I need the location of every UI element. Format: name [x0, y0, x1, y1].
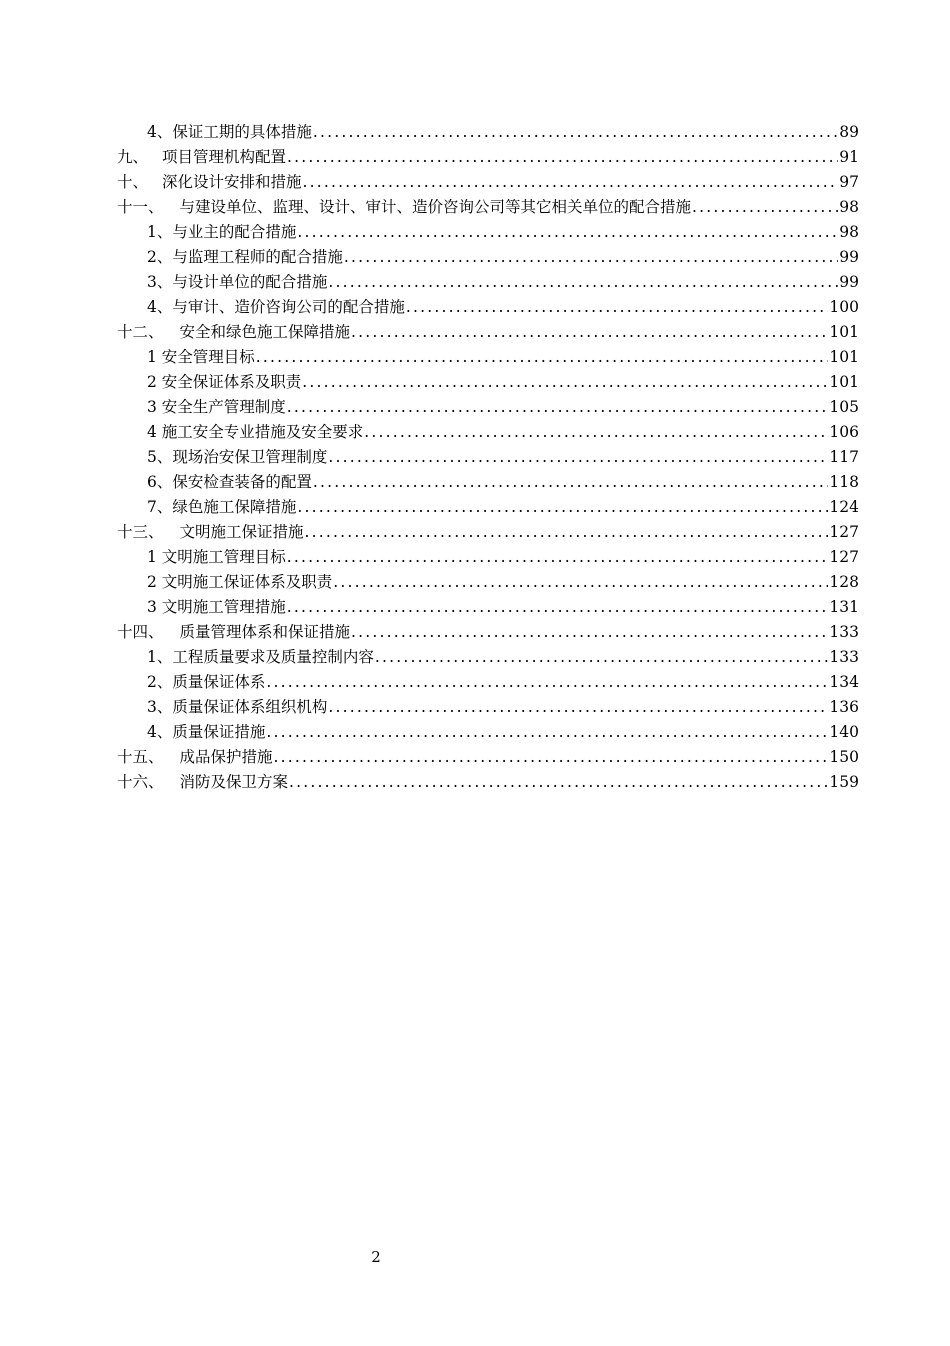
toc-leader-dots [287, 595, 829, 620]
toc-leader-dots [297, 495, 828, 520]
toc-entry[interactable] [117, 145, 859, 170]
table-of-contents [117, 120, 859, 795]
toc-entry[interactable] [117, 570, 859, 595]
toc-entry-label [147, 445, 327, 470]
toc-entry[interactable] [117, 170, 859, 195]
toc-leader-dots [274, 745, 829, 770]
toc-entry[interactable] [117, 720, 859, 745]
toc-entry[interactable] [117, 620, 859, 645]
toc-entry-page: 101 [829, 373, 859, 391]
toc-leader-dots [287, 395, 829, 420]
toc-entry-page: 159 [829, 773, 859, 791]
toc-entry-label [147, 470, 312, 495]
toc-entry-page: 117 [829, 448, 859, 466]
toc-entry-label [147, 670, 265, 695]
toc-entry-page: 100 [829, 298, 859, 316]
toc-entry-title: 5、现场治安保卫管理制度 [147, 448, 328, 466]
toc-entry-title: 1、与业主的配合措施 [147, 223, 297, 241]
toc-leader-dots [313, 120, 838, 145]
toc-entry-label [147, 720, 265, 745]
toc-entry-title: 1、工程质量要求及质量控制内容 [147, 648, 374, 666]
toc-entry-number: 十六、 [117, 773, 164, 791]
toc-leader-dots [287, 545, 829, 570]
toc-entry[interactable] [117, 295, 859, 320]
toc-entry[interactable] [117, 595, 859, 620]
toc-entry-page: 98 [839, 198, 859, 216]
toc-entry-title: 4 施工安全专业措施及安全要求 [147, 423, 364, 441]
toc-leader-dots [364, 420, 828, 445]
toc-entry-page: 101 [829, 323, 859, 341]
toc-entry-title: 6、保安检查装备的配置 [147, 473, 312, 491]
toc-entry-label [147, 570, 332, 595]
toc-entry-title: 消防及保卫方案 [179, 773, 289, 791]
toc-entry-title: 项目管理机构配置 [162, 148, 287, 166]
toc-leader-dots [297, 220, 838, 245]
toc-entry-label [117, 620, 350, 645]
toc-entry-page: 133 [829, 648, 859, 666]
toc-leader-dots [328, 270, 838, 295]
toc-entry[interactable] [117, 770, 859, 795]
toc-entry-page: 136 [829, 698, 859, 716]
toc-entry-page: 131 [829, 598, 859, 616]
toc-entry[interactable] [117, 470, 859, 495]
toc-entry-title: 文明施工保证措施 [179, 523, 304, 541]
toc-entry-page: 128 [829, 573, 859, 591]
toc-entry[interactable] [117, 695, 859, 720]
toc-entry-number: 十、 [117, 173, 149, 191]
toc-entry-page: 106 [829, 423, 859, 441]
toc-entry[interactable] [117, 495, 859, 520]
toc-entry-title: 3、与设计单位的配合措施 [147, 273, 328, 291]
toc-entry-title: 2、与监理工程师的配合措施 [147, 248, 343, 266]
toc-entry-title: 2 文明施工保证体系及职责 [147, 573, 333, 591]
toc-entry-label [117, 770, 288, 795]
toc-entry-number: 九、 [117, 148, 149, 166]
toc-entry-page: 105 [829, 398, 859, 416]
toc-leader-dots [328, 695, 828, 720]
toc-leader-dots [406, 295, 829, 320]
toc-entry-number: 十二、 [117, 323, 164, 341]
toc-entry-label [147, 420, 363, 445]
toc-entry[interactable] [117, 245, 859, 270]
toc-leader-dots [289, 770, 828, 795]
toc-leader-dots [351, 320, 828, 345]
toc-entry-title: 成品保护措施 [179, 748, 273, 766]
toc-leader-dots [692, 195, 838, 220]
toc-entry[interactable] [117, 670, 859, 695]
toc-leader-dots [266, 670, 828, 695]
toc-entry-label [147, 545, 286, 570]
toc-entry[interactable] [117, 520, 859, 545]
toc-leader-dots [333, 570, 828, 595]
toc-leader-dots [256, 345, 829, 370]
toc-entry-title: 3 文明施工管理措施 [147, 598, 286, 616]
toc-entry-label [117, 520, 304, 545]
toc-leader-dots [351, 620, 828, 645]
toc-entry-page: 118 [829, 473, 859, 491]
toc-entry-label [117, 320, 350, 345]
toc-entry-page: 150 [829, 748, 859, 766]
toc-leader-dots [344, 245, 838, 270]
toc-entry-number: 十五、 [117, 748, 164, 766]
toc-entry-label [147, 695, 327, 720]
toc-entry[interactable] [117, 545, 859, 570]
toc-entry-label [147, 345, 255, 370]
toc-entry-title: 3、质量保证体系组织机构 [147, 698, 328, 716]
toc-entry-label [147, 395, 286, 420]
toc-entry-number: 十三、 [117, 523, 164, 541]
toc-entry[interactable] [117, 220, 859, 245]
toc-leader-dots [313, 470, 829, 495]
toc-entry-title: 2 安全保证体系及职责 [147, 373, 302, 391]
toc-entry-title: 7、绿色施工保障措施 [147, 498, 297, 516]
toc-entry-label [147, 370, 301, 395]
toc-entry[interactable] [117, 345, 859, 370]
toc-entry-label [147, 645, 374, 670]
toc-entry-page: 127 [829, 523, 859, 541]
toc-entry-number: 十四、 [117, 623, 164, 641]
toc-entry-label [147, 295, 405, 320]
toc-entry-title: 深化设计安排和措施 [162, 173, 302, 191]
toc-entry-page: 127 [829, 548, 859, 566]
toc-entry-label [117, 170, 302, 195]
toc-entry[interactable] [117, 270, 859, 295]
toc-entry[interactable] [117, 645, 859, 670]
toc-entry-page: 91 [839, 148, 859, 166]
toc-entry-page: 134 [829, 673, 859, 691]
toc-entry-page: 98 [839, 223, 859, 241]
toc-entry-label [117, 145, 286, 170]
toc-leader-dots [375, 645, 829, 670]
toc-entry-page: 101 [829, 348, 859, 366]
toc-entry-label [117, 195, 691, 220]
toc-entry-page: 133 [829, 623, 859, 641]
toc-entry-label [117, 745, 273, 770]
toc-entry-title: 4、质量保证措施 [147, 723, 266, 741]
toc-entry-title: 与建设单位、监理、设计、审计、造价咨询公司等其它相关单位的配合措施 [179, 198, 692, 216]
toc-leader-dots [328, 445, 828, 470]
toc-entry-page: 89 [839, 123, 859, 141]
toc-entry-title: 质量管理体系和保证措施 [179, 623, 351, 641]
toc-entry[interactable] [117, 120, 859, 145]
toc-entry-title: 4、与审计、造价咨询公司的配合措施 [147, 298, 405, 316]
toc-entry-page: 99 [839, 248, 859, 266]
toc-entry-page: 124 [829, 498, 859, 516]
toc-entry-title: 4、保证工期的具体措施 [147, 123, 312, 141]
toc-entry-page: 140 [829, 723, 859, 741]
toc-entry-title: 2、质量保证体系 [147, 673, 266, 691]
toc-entry-title: 1 文明施工管理目标 [147, 548, 286, 566]
toc-entry[interactable] [117, 445, 859, 470]
toc-entry-label [147, 270, 327, 295]
toc-entry[interactable] [117, 320, 859, 345]
page-number: 2 [371, 1248, 381, 1266]
toc-entry[interactable] [117, 195, 859, 220]
toc-entry[interactable] [117, 745, 859, 770]
toc-entry-title: 1 安全管理目标 [147, 348, 255, 366]
toc-entry[interactable] [117, 420, 859, 445]
toc-entry-label [147, 495, 296, 520]
toc-entry[interactable] [117, 395, 859, 420]
toc-entry-label [147, 220, 296, 245]
toc-leader-dots [287, 145, 838, 170]
toc-entry-title: 安全和绿色施工保障措施 [179, 323, 351, 341]
toc-leader-dots [303, 170, 839, 195]
toc-entry[interactable] [117, 370, 859, 395]
toc-leader-dots [305, 520, 829, 545]
toc-leader-dots [302, 370, 828, 395]
toc-entry-label [147, 595, 286, 620]
toc-entry-title: 3 安全生产管理制度 [147, 398, 286, 416]
toc-entry-page: 97 [839, 173, 859, 191]
toc-entry-label [147, 120, 312, 145]
toc-entry-number: 十一、 [117, 198, 164, 216]
toc-entry-label [147, 245, 343, 270]
toc-leader-dots [266, 720, 828, 745]
toc-entry-page: 99 [839, 273, 859, 291]
